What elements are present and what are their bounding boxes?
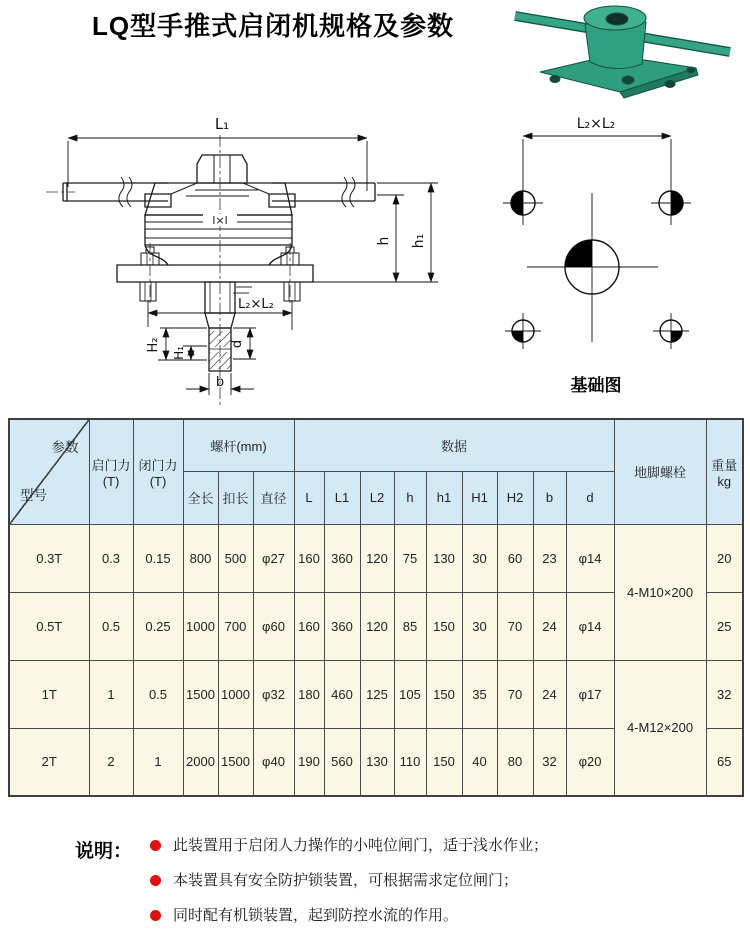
cell-weight: 65 (706, 728, 743, 796)
cell-model: 0.3T (9, 524, 89, 592)
subheader-H1: H1 (462, 471, 497, 524)
cell-L2: 125 (360, 660, 394, 728)
header-group-row (9, 419, 743, 471)
cell-h1: 150 (426, 592, 462, 660)
list-item (150, 906, 710, 926)
cell-h: 105 (394, 660, 426, 728)
cell-h: 85 (394, 592, 426, 660)
corner-cell (9, 419, 89, 524)
cell-open: 2 (89, 728, 133, 796)
cell-d: φ14 (566, 524, 614, 592)
cell-dia: φ27 (253, 524, 294, 592)
cell-H1: 30 (462, 592, 497, 660)
header-close-force: 闭门力 (T) (133, 419, 183, 524)
cell-H1: 30 (462, 524, 497, 592)
cell-full-len: 1500 (183, 660, 218, 728)
bullet-icon (150, 910, 161, 921)
dim-label-H1: H₁ (172, 346, 186, 360)
table-row (9, 524, 743, 592)
notes-list (150, 836, 710, 930)
header-screw-group: 螺杆(mm) (183, 419, 294, 471)
cell-open: 1 (89, 660, 133, 728)
cell-L1: 560 (324, 728, 360, 796)
cell-buckle-len: 1500 (218, 728, 253, 796)
cell-model: 1T (9, 660, 89, 728)
subheader-full-length: 全长 (183, 471, 218, 524)
header-anchor-bolt: 地脚螺栓 (614, 419, 706, 524)
cell-b: 32 (533, 728, 566, 796)
cell-H2: 70 (497, 592, 533, 660)
cell-H2: 70 (497, 660, 533, 728)
dimension-drawing (0, 95, 750, 415)
note-text: 此装置用于启闭人力操作的小吨位闸门，适于浅水作业； (173, 837, 549, 854)
cell-H1: 40 (462, 728, 497, 796)
corner-label-parameter: 参数 (51, 440, 79, 455)
cell-L: 190 (294, 728, 324, 796)
cell-model: 0.5T (9, 592, 89, 660)
cell-L: 160 (294, 524, 324, 592)
cell-b: 24 (533, 660, 566, 728)
cell-full-len: 800 (183, 524, 218, 592)
cell-d: φ14 (566, 592, 614, 660)
cell-b: 24 (533, 592, 566, 660)
foundation-dim-label: L₂×L₂ (576, 116, 616, 132)
notes-label: 说明： (75, 841, 133, 862)
list-item (150, 871, 710, 891)
corner-label-model: 型号 (20, 487, 47, 503)
cell-dia: φ32 (253, 660, 294, 728)
cell-d: φ17 (566, 660, 614, 728)
cell-L: 180 (294, 660, 324, 728)
bullet-icon (150, 840, 161, 851)
note-text: 本装置具有安全防护锁装置，可根据需求定位闸门； (173, 872, 519, 889)
cell-buckle-len: 700 (218, 592, 253, 660)
note-text: 同时配有机锁装置，起到防控水流的作用。 (173, 907, 459, 924)
cell-buckle-len: 1000 (218, 660, 253, 728)
cell-L2: 120 (360, 524, 394, 592)
table-row (9, 660, 743, 728)
cell-weight: 25 (706, 592, 743, 660)
subheader-buckle-length: 扣长 (218, 471, 253, 524)
cell-h1: 150 (426, 660, 462, 728)
subheader-b: b (533, 471, 566, 524)
page-title: LQ型手推式启闭机规格及参数 (92, 11, 455, 41)
subheader-H2: H2 (497, 471, 533, 524)
cell-full-len: 1000 (183, 592, 218, 660)
subheader-L1: L1 (324, 471, 360, 524)
dim-label-l1: L₁ (214, 115, 230, 133)
cell-close: 0.25 (133, 592, 183, 660)
cell-bolt: 4-M10×200 (614, 524, 706, 660)
cell-L: 160 (294, 592, 324, 660)
body-label-lxl: l×l (212, 214, 228, 227)
dim-label-d: d (230, 339, 245, 349)
cell-H2: 80 (497, 728, 533, 796)
subheader-diameter: 直径 (253, 471, 294, 524)
cell-dia: φ40 (253, 728, 294, 796)
cell-dia: φ60 (253, 592, 294, 660)
dim-label-b: b (215, 375, 225, 390)
cell-H1: 35 (462, 660, 497, 728)
cell-L2: 130 (360, 728, 394, 796)
dim-label-h: h (376, 236, 392, 246)
header-weight: 重量 kg (706, 419, 743, 524)
bullet-icon (150, 875, 161, 886)
subheader-d: d (566, 471, 614, 524)
subheader-h1: h1 (426, 471, 462, 524)
header-data-group: 数据 (294, 419, 614, 471)
dim-label-H2: H₂ (146, 337, 161, 353)
cell-close: 1 (133, 728, 183, 796)
cell-h1: 150 (426, 728, 462, 796)
cell-L1: 460 (324, 660, 360, 728)
cell-L1: 360 (324, 592, 360, 660)
cell-model: 2T (9, 728, 89, 796)
list-item (150, 836, 710, 856)
spec-table (8, 418, 744, 797)
product-photo (500, 0, 750, 100)
cell-open: 0.5 (89, 592, 133, 660)
cell-h: 110 (394, 728, 426, 796)
cell-full-len: 2000 (183, 728, 218, 796)
cell-close: 0.5 (133, 660, 183, 728)
cell-bolt: 4-M12×200 (614, 660, 706, 796)
cell-h1: 130 (426, 524, 462, 592)
cell-close: 0.15 (133, 524, 183, 592)
cell-open: 0.3 (89, 524, 133, 592)
cell-weight: 20 (706, 524, 743, 592)
cell-weight: 32 (706, 660, 743, 728)
cell-H2: 60 (497, 524, 533, 592)
cell-d: φ20 (566, 728, 614, 796)
subheader-L: L (294, 471, 324, 524)
cell-h: 75 (394, 524, 426, 592)
dim-label-h1: h₁ (411, 233, 427, 249)
dim-label-l2xl2: L₂×L₂ (238, 297, 274, 312)
cell-b: 23 (533, 524, 566, 592)
subheader-L2: L2 (360, 471, 394, 524)
header-open-force: 启门力 (T) (89, 419, 133, 524)
cell-L1: 360 (324, 524, 360, 592)
cell-buckle-len: 500 (218, 524, 253, 592)
cell-L2: 120 (360, 592, 394, 660)
foundation-caption: 基础图 (570, 376, 622, 395)
subheader-h: h (394, 471, 426, 524)
